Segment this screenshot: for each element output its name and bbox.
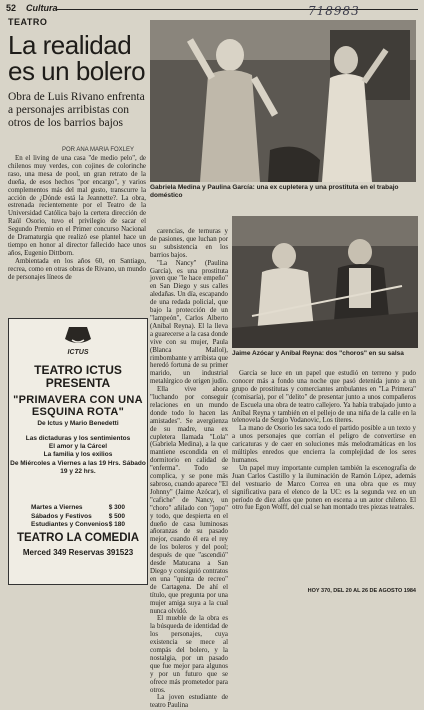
ictus-logo-icon	[61, 325, 95, 357]
article-column-1	[8, 155, 146, 315]
paragraph: La mano de Osorio les saca todo el partido posible a un texto y a unos personajes que corrían el peligro de convertirse en caricaturas y de caer en soluciones más melodramáticas en los múltiples enredos que encierra la complejidad de los seres humanos.	[232, 425, 416, 464]
paragraph: "La Nancy" (Paulina García), es una prostituta joven que "le hace empeño" en San Diego y sus calles aledañas. Un día, escapando de una redada policial, que bajo la protección de un "lampeón", Carlos Alberto (Aníbal Reyna). El la lleva a guarecerse a la casa donde vive con su mujer, Paula (Blanca Mallol), rimbombante y arribista que heredó fortuna de su primer marido, un industrial metalúrgico de origen judío.	[150, 259, 228, 386]
photo-actors-caption: Jaime Azócar y Aníbal Reyna: dos "choros" en su salsa	[232, 350, 404, 357]
page-number: 52	[6, 3, 17, 13]
price-list	[31, 504, 125, 530]
article-column-3	[232, 370, 416, 577]
schedule: De Miércoles a Viernes a las 19 Hrs. Sábado 19 y 22 hrs.	[10, 459, 146, 475]
paragraph: García se luce en un papel que estudió en terreno y pudo conocer más a fondo una noche que pasó detenida junto a un grupo de prostitutas y comerciantes ambulantes en "La Primera" (comisaría), por el "delito" de presentar junto a unos compañeros de Escuela una obra de teatro callejero. Ya había trabajado junto a Aníbal Reyna y también en el pellejo de una niña de la calle en la telenovela de Sergio Vodanovic, Los títeres.	[232, 370, 416, 425]
section-name: Cultura	[26, 3, 58, 13]
paragraph: Un papel muy importante cumplen también la escenografía de Juan Carlos Castillo y la iluminación de Ramón López, además del vestuario de Marco Correa en una obra que es muy significativa para el elenco de la UC: es la segunda vez en un período de diez años que ponen en escena a un autor chileno. El otro fue Egon Wolff, del cual se han montado tres piezas teatrales.	[232, 464, 416, 512]
header-rule	[56, 9, 418, 10]
play-title: "PRIMAVERA CON UNA ESQUINA ROTA"	[13, 394, 143, 418]
paragraph: carencias, de ternuras y de pasiones, que luchan por su subsistencia en los barrios bajos.	[150, 228, 228, 259]
logo-text: ICTUS	[67, 349, 89, 356]
photo-actresses	[150, 20, 416, 182]
theme-line: La familia y los exilios	[43, 451, 113, 459]
article-kicker: TEATRO	[8, 17, 48, 27]
theatre-advertisement	[8, 318, 148, 585]
venue-name: TEATRO LA COMEDIA	[16, 532, 140, 544]
paragraph: El mueble de la obra es la búsqueda de identidad de los personajes, cuya existencia se mece al compás del bolero, y la nostalgia, por un pasado que fue mejor para algunos y por un futuro que se ofrece más prometedor para otros.	[150, 615, 228, 694]
page-header	[6, 3, 418, 18]
theme-line: Las dictaduras y los sentimientos	[25, 435, 131, 442]
theme-line: El amor y la Cárcel	[48, 443, 108, 451]
ad-presenta: PRESENTA	[45, 376, 111, 390]
article-headline: La realidad es un bolero	[8, 30, 146, 86]
price-row: Sábados y Festivos $ 500	[31, 512, 125, 520]
handwritten-note: 718983	[308, 4, 360, 18]
venue-address: Merced 349 Reservas 391523	[22, 548, 134, 557]
article-deck: Obra de Luis Rivano enfrenta a personajes arribistas con otros de los barrios bajos	[8, 91, 145, 129]
page-folio: HOY 370, DEL 20 AL 26 DE AGOSTO 1984	[307, 588, 416, 594]
price-row: Martes a Viernes $ 300	[31, 504, 125, 511]
photo-actresses-image	[150, 20, 416, 182]
ad-themes	[9, 435, 147, 476]
photo-actresses-caption: Gabriela Medina y Paulina García: una ex cupletera y una prostituta en el trabajo doméstico	[150, 184, 399, 199]
paragraph: La joven estudiante de teatro Paulina	[150, 694, 228, 710]
paragraph: Ambientada en los años 60, en Santiago, recrea, como en otras obras de Rivano, un mundo de personajes líneos de	[8, 257, 146, 281]
ad-title: TEATRO ICTUS	[34, 363, 122, 377]
photo-actors-image	[232, 216, 418, 348]
paragraph: En el living de una casa "de medio pelo", de chilenos muy verdes, con cojines de colorinche raso, una mesa de pool, un gran retrato de la dueña, de esos hechos "por encargo", y varios complementos más del mal gusto, transcurre la acción de ¿Dónde está la Jeannette?. La obra, estrenada recientemente por el Teatro de la Universidad Católica bajo la certera dirección de Raúl Osorio, tuvo el privilegio de sacar el Segundo Premio en el Primer concurso Nacional de Dramaturgia que realizó ese plantel hace un tiempo en honor al director fallecido hace unos años, Eugenio Dittborn.	[8, 155, 146, 257]
article-column-2	[150, 228, 228, 710]
price-row: Estudiantes y Convenios $ 180	[31, 521, 125, 528]
article-byline: POR ANA MARIA FOXLEY	[62, 147, 135, 153]
paragraph: Ella vive ahora "luchando por conseguir relaciones en un mundo donde todo lo hacen las amistades". Se avergüenza de su madre, una ex cupletera llamada "Lola" (Gabriela Medina), a la que mantiene escondida en el dormitorio en calidad de "enferma". Todo se complica, y se pone más sabroso, cuando aparece "El Johnny" (Jaime Azócar), el "cafiche" de Nancy, un "choro" añilado con "jopo" y todo, que despierta en el dueño de casa luminosas añoranzas de su pasado mejor, cuando él era el rey de los boleros y del pool; después de que "ascendió" desde Matucana a San Diego y consiguió contratos en una "quinta de recreo" de Cartagena. De ahí el título, que pregunta por una mujer amiga suya a la cual nunca olvidó.	[150, 386, 228, 615]
play-authors: De Ictus y Mario Benedetti	[37, 420, 119, 427]
photo-actors	[232, 216, 418, 348]
